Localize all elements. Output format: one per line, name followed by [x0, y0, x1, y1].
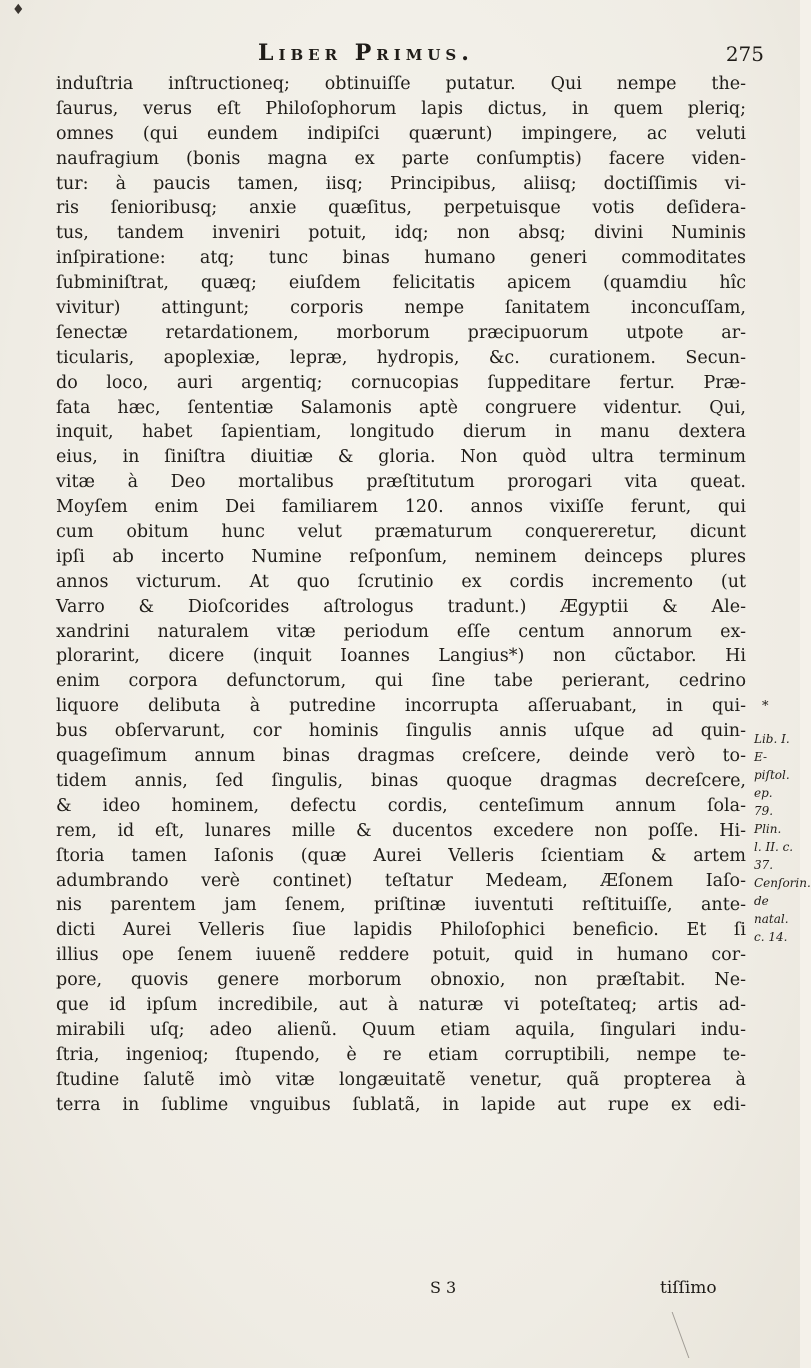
text-line: ſtoria tamen Iaſonis (quæ Aurei Velleris ſcientiam & artem [56, 845, 746, 866]
margin-note-line: l. II. c. 37. [754, 840, 794, 872]
margin-note-marker: * [762, 699, 769, 714]
text-line: cum obitum hunc velut præmaturum conquereretur, dicunt [56, 522, 746, 543]
text-line: ris ſenioribusq; anxie quæſitus, perpetuisque votis deſidera- [56, 198, 746, 219]
text-line: ipſi ab incerto Numine reſponſum, neminem deinceps plures [56, 546, 746, 567]
text-line: pore, quovis genere morborum obnoxio, non præſtabit. Ne- [56, 970, 746, 991]
margin-note-line: Cenſorin. [754, 876, 811, 890]
text-line: enim corpora defunctorum, qui ſine tabe perierant, cedrino [56, 671, 746, 692]
catchword: tiſſimo [660, 1278, 717, 1298]
text-line: inquit, habet ſapientiam, longitudo dierum in manu dextera [56, 422, 746, 443]
margin-note-line: c. 14. [754, 930, 788, 944]
pencil-stroke [672, 1312, 716, 1358]
text-line: nis parentem jam ſenem, priſtinæ iuventuti reſtituiſſe, ante- [56, 895, 746, 916]
text-line: do loco, auri argentiq; cornucopias ſuppeditare fertur. Præ- [56, 372, 746, 393]
body-text [56, 72, 746, 1117]
text-line: illius ope ſenem iuuenẽ reddere potuit, quid in humano cor- [56, 945, 746, 966]
text-line: adumbrando verè continet) teſtatur Medeam, Æſonem Iaſo- [56, 870, 746, 891]
text-line: rem, id eſt, lunares mille & ducentos excedere non poſſe. Hi- [56, 820, 746, 841]
text-line: liquore delibuta à putredine incorrupta aſſeruabant, in qui- [56, 696, 746, 717]
text-line: ſtudine ſalutẽ imò vitæ longæuitatẽ venetur, quã propterea à [56, 1069, 746, 1090]
text-line: terra in ſublime vnguibus ſublatã, in lapide aut rupe ex edi- [56, 1094, 746, 1115]
text-line: vivitur) attingunt; corporis nempe ſanitatem inconcuſſam, [56, 298, 746, 319]
page-number: 275 [725, 42, 764, 66]
text-line: vitæ à Deo mortalibus præſtitutum prorogari vita queat. [56, 472, 746, 493]
text-line: omnes (qui eundem indipiſci quærunt) impingere, ac veluti [56, 123, 746, 144]
text-line: & ideo hominem, defectu cordis, centeſimum annum ſola- [56, 795, 746, 816]
text-line: Varro & Dioſcorides aſtrologus tradunt.) Ægyptii & Ale- [56, 596, 746, 617]
margin-notes [754, 698, 811, 946]
text-line: ſaurus, verus eſt Philoſophorum lapis dictus, in quem pleriq; [56, 98, 746, 119]
margin-note-line: Lib. I. E- [754, 732, 790, 764]
text-line: quageſimum annum binas dragmas creſcere, deinde verò to- [56, 746, 746, 767]
text-line: tus, tandem inveniri potuit, idq; non absq; divini Numinis [56, 223, 746, 244]
text-line: ſubminiſtrat, quæq; eiuſdem felicitatis apicem (quamdiu hîc [56, 273, 746, 294]
text-line: xandrini naturalem vitæ periodum eſſe centum annorum ex- [56, 621, 746, 642]
text-line: tidem annis, ſed ſingulis, binas quoque dragmas decreſcere, [56, 770, 746, 791]
text-line: plorarint, dicere (inquit Ioannes Langius*) non cũctabor. Hi [56, 646, 746, 667]
text-line: dicti Aurei Velleris ſiue lapidis Philoſophici beneficio. Et ſi [56, 920, 746, 941]
ornament-mark: ♦ [12, 2, 25, 18]
margin-note-line: de natal. [754, 894, 789, 926]
text-line: ſenectæ retardationem, morborum præcipuorum utpote ar- [56, 322, 746, 343]
text-line: tur: à paucis tamen, iisq; Principibus, aliisq; doctiſſimis vi- [56, 173, 746, 194]
text-line: eius, in ſiniſtra diuitiæ & gloria. Non quòd ultra terminum [56, 447, 746, 468]
text-line: fata hæc, ſententiæ Salamonis aptè congruere videntur. Qui, [56, 397, 746, 418]
text-line: Moyſem enim Dei familiarem 120. annos vixiſſe ferunt, qui [56, 497, 746, 518]
text-line: naufragium (bonis magna ex parte conſumptis) facere viden- [56, 148, 746, 169]
page-header [0, 40, 800, 70]
text-line: bus obſervarunt, cor hominis ſingulis annis uſque ad quin- [56, 721, 746, 742]
running-title: Liber Primus. [258, 40, 474, 66]
text-line: ſtria, ingenioq; ſtupendo, è re etiam corruptibili, nempe te- [56, 1044, 746, 1065]
text-line: que id ipſum incredibile, aut à naturæ vi poteſtateq; artis ad- [56, 994, 746, 1015]
text-line: induſtria inſtructioneq; obtinuiſſe putatur. Qui nempe the- [56, 74, 746, 94]
margin-note-line: piſtol. ep. [754, 768, 790, 800]
margin-note-line: 79. Plin. [754, 804, 782, 836]
text-line: mirabili uſq; adeo alienũ. Quum etiam aquila, ſingulari indu- [56, 1019, 746, 1040]
text-line: ticularis, apoplexiæ, lepræ, hydropis, &c. curationem. Secun- [56, 347, 746, 368]
text-line: inſpiratione: atq; tunc binas humano generi commoditates [56, 248, 746, 269]
text-line: annos victurum. At quo ſcrutinio ex cordis incremento (ut [56, 571, 746, 592]
signature-mark: S 3 [430, 1278, 457, 1297]
